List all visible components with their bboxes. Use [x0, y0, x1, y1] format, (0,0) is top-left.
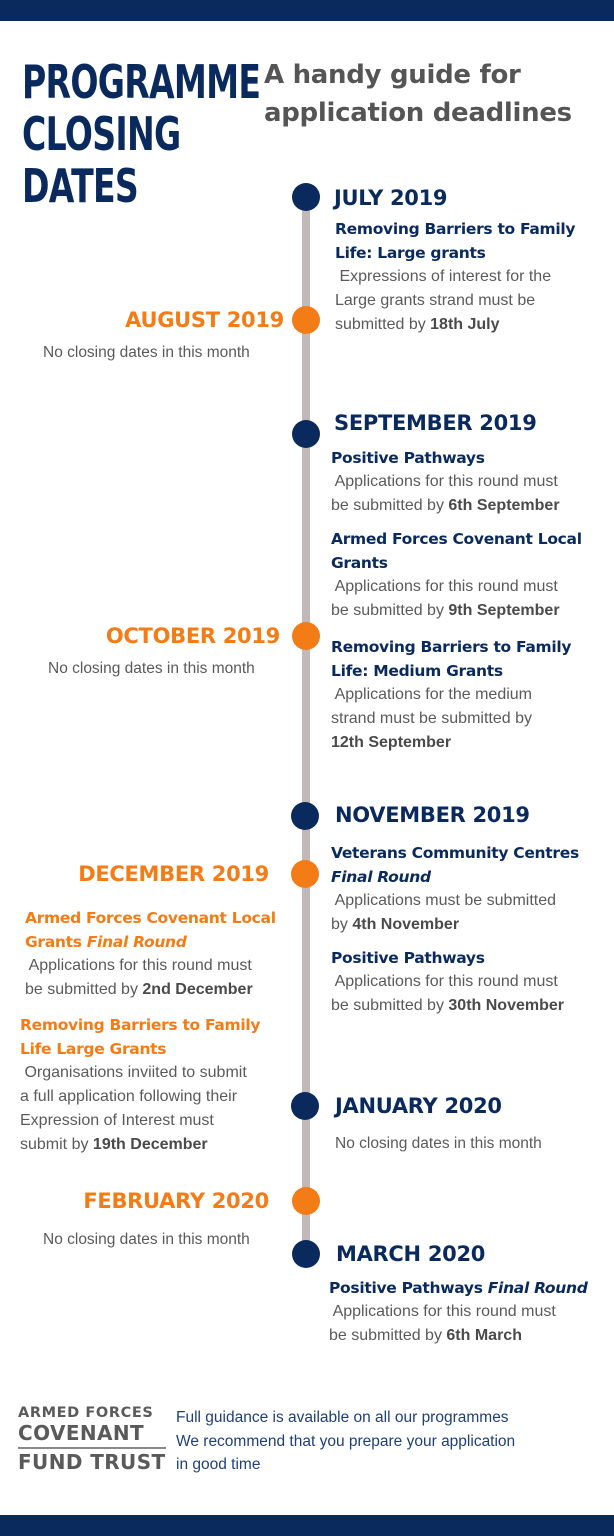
subtitle-line: application deadlines — [264, 98, 572, 128]
month-heading-october-2019: OCTOBER 2019 — [105, 624, 280, 648]
deadline-entry — [331, 635, 606, 755]
programme-name: Positive Pathways — [331, 949, 485, 967]
programme-name: Armed Forces Covenant Local Grants Final Round — [25, 909, 276, 951]
timeline-dot-january-2020 — [291, 1092, 319, 1120]
final-round-tag: Final Round — [487, 1279, 588, 1297]
top-banner-bar — [0, 0, 614, 21]
programme-name: Removing Barriers to Family Life: Large grants — [335, 220, 576, 262]
footer-guidance-text: Full guidance is available on all our programmes We recommend that you prepare your application in good time — [176, 1409, 516, 1473]
deadline-entry — [335, 217, 605, 337]
deadline-entry — [331, 946, 606, 1018]
deadline-description: Applications for this round must be submitted by 6th September — [331, 473, 560, 514]
final-round-tag: Final Round — [331, 868, 431, 886]
deadline-date: 4th November — [352, 916, 460, 933]
title-line: PROGRAMME — [22, 55, 261, 109]
page-title — [22, 55, 261, 213]
deadline-date: 6th September — [448, 497, 560, 514]
deadline-date: 18th July — [430, 316, 500, 333]
timeline-dot-july-2019 — [292, 183, 320, 211]
subtitle-line: A handy guide for — [264, 60, 521, 90]
programme-name: Veterans Community Centres Final Round — [331, 841, 606, 889]
month-heading-february-2020: FEBRUARY 2020 — [83, 1189, 269, 1213]
programme-name: Positive Pathways Final Round — [329, 1279, 588, 1297]
deadline-description: Expressions of interest for the Large grants strand must be submitted by 18th July — [335, 268, 552, 333]
month-heading-november-2019: NOVEMBER 2019 — [335, 803, 530, 827]
deadline-description: Applications for this round must be submitted by 2nd December — [25, 957, 253, 998]
month-heading-january-2020: JANUARY 2020 — [335, 1094, 502, 1118]
deadline-date: 12th September — [331, 734, 452, 751]
no-closing-dates-text: No closing dates in this month — [48, 660, 255, 677]
no-closing-dates-text: No closing dates in this month — [43, 344, 250, 361]
month-heading-august-2019: AUGUST 2019 — [125, 308, 284, 332]
timeline-dot-december-2019 — [291, 860, 319, 888]
deadline-date: 30th November — [448, 997, 564, 1014]
title-line: DATES — [22, 159, 139, 213]
month-heading-march-2020: MARCH 2020 — [336, 1242, 486, 1266]
deadline-description: Applications for this round must be submitted by 30th November — [331, 973, 564, 1014]
deadline-date: 2nd December — [142, 981, 253, 998]
deadline-description: Applications for this round must be submitted by 9th September — [331, 578, 560, 619]
programme-name: Removing Barriers to Family Life Large Grants — [20, 1016, 261, 1058]
deadline-entry — [331, 527, 606, 623]
deadline-description: Applications must be submitted by 4th November — [331, 892, 557, 933]
timeline-dot-october-2019 — [292, 622, 320, 650]
deadline-date: 6th March — [446, 1327, 522, 1344]
page-subtitle — [264, 56, 604, 132]
deadline-entry — [329, 1276, 609, 1348]
timeline-dot-march-2020 — [292, 1240, 320, 1268]
deadline-entry — [25, 906, 295, 1002]
month-heading-december-2019: DECEMBER 2019 — [78, 862, 269, 886]
deadline-description: Organisations inviited to submit a full application following their Expression of Interest must submit by 19th December — [20, 1064, 247, 1153]
title-line: CLOSING — [22, 107, 181, 161]
deadline-description: Applications for this round must be submitted by 6th March — [329, 1303, 556, 1344]
deadline-entry — [20, 1013, 295, 1157]
deadline-description: Applications for the medium strand must be submitted by 12th September — [331, 686, 532, 751]
programme-name: Armed Forces Covenant Local Grants — [331, 530, 582, 572]
deadline-date: 19th December — [92, 1136, 208, 1153]
no-closing-dates-text: No closing dates in this month — [43, 1231, 250, 1248]
timeline-dot-february-2020 — [292, 1187, 320, 1215]
no-closing-dates-text: No closing dates in this month — [335, 1135, 542, 1152]
timeline-dot-september-2019 — [292, 420, 320, 448]
month-heading-july-2019: JULY 2019 — [334, 186, 448, 210]
timeline-dot-august-2019 — [292, 306, 320, 334]
deadline-entry — [331, 841, 606, 937]
deadline-date: 9th September — [448, 602, 560, 619]
bottom-banner-bar — [0, 1515, 614, 1536]
programme-name: Positive Pathways — [331, 449, 485, 467]
month-heading-september-2019: SEPTEMBER 2019 — [334, 411, 537, 435]
timeline-dot-november-2019 — [291, 802, 319, 830]
deadline-entry — [331, 446, 606, 518]
final-round-tag: Final Round — [86, 933, 187, 951]
fund-trust-logo: ARMED FORCES COVENANT FUND TRUST — [18, 1405, 166, 1474]
programme-name: Removing Barriers to Family Life: Medium Grants — [331, 638, 572, 680]
